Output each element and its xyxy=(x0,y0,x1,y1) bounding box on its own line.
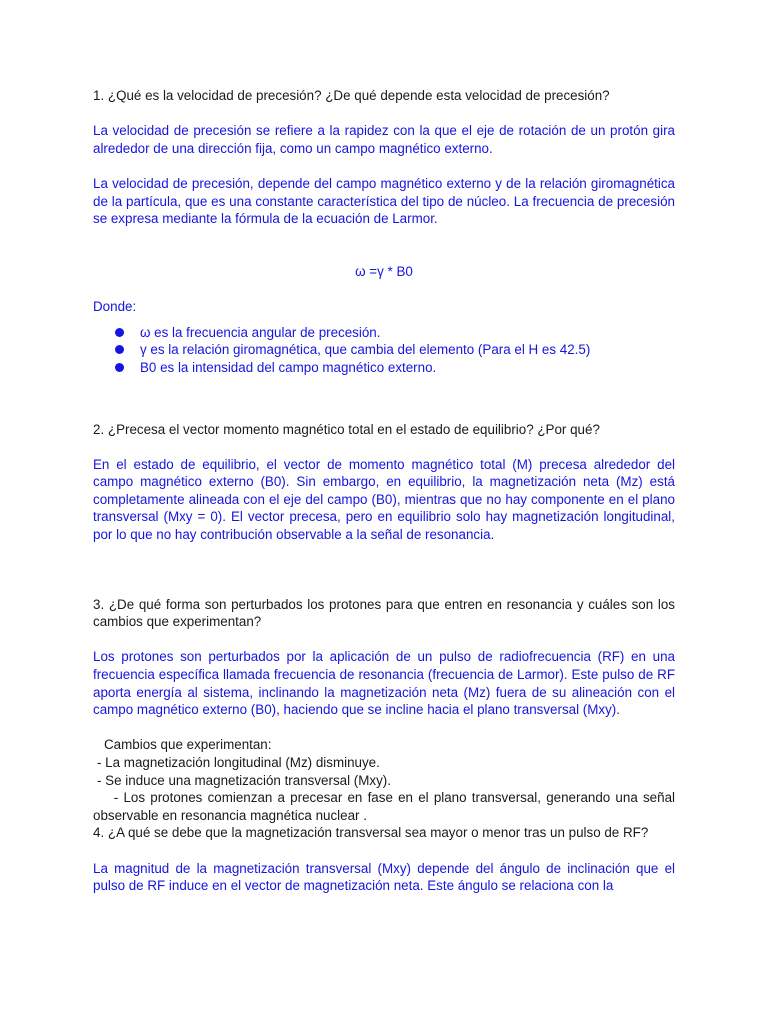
list-item: ω es la frecuencia angular de precesión. xyxy=(93,324,675,342)
donde-label: Donde: xyxy=(93,299,137,315)
change-item: - Se induce una magnetización transversal (Mxy). xyxy=(97,772,391,788)
list-item: γ es la relación giromagnética, que cambia del elemento (Para el H es 42.5) xyxy=(93,341,675,359)
question-3: 3. ¿De qué forma son perturbados los protones para que entren en resonancia y cuáles son los cambios que experimentan? xyxy=(93,596,675,630)
change-item: - Los protones comienzan a precesar en fase en el plano transversal, generando una señal observable en resonancia magnética nuclear . xyxy=(93,790,675,823)
bullet-icon xyxy=(115,345,124,354)
changes-title: Cambios que experimentan: xyxy=(104,737,272,753)
answer-2: En el estado de equilibrio, el vector de momento magnético total (M) precesa alrededor del campo magnético externo (B0). Sin embargo, en equilibrio, la magnetización neta (Mz) está completamente alineada con el eje del campo (B0), mientras que no hay componente en el plano transversal (Mxy = 0). El vector precesa, pero en equilibrio solo hay magnetización longitudinal, por lo que no hay contribución observable a la señal de resonancia. xyxy=(93,456,675,543)
definitions-list xyxy=(93,324,675,377)
answer-1-paragraph-2: La velocidad de precesión, depende del campo magnético externo y de la relación giromagnética de la partícula, que es una constante característica del tipo de núcleo. La frecuencia de precesión se expresa mediante la fórmula de la ecuación de Larmor. xyxy=(93,175,675,227)
question-2: 2. ¿Precesa el vector momento magnético total en el estado de equilibrio? ¿Por qué? xyxy=(93,421,600,437)
answer-1-paragraph-1: La velocidad de precesión se refiere a la rapidez con la que el eje de rotación de un protón gira alrededor de una dirección fija, como un campo magnético externo. xyxy=(93,123,675,156)
question-4: 4. ¿A qué se debe que la magnetización transversal sea mayor o menor tras un pulso de RF? xyxy=(93,825,649,841)
answer-3: Los protones son perturbados por la aplicación de un pulso de radiofrecuencia (RF) en una frecuencia específica llamada frecuencia de resonancia (frecuencia de Larmor). Este pulso de RF aporta energía al sistema, inclinando la magnetización neta (Mz) fuera de su alineación con el campo magnético externo (B0), haciendo que se incline hacia el plano transversal (Mxy). xyxy=(93,649,675,718)
question-1: 1. ¿Qué es la velocidad de precesión? ¿De qué depende esta velocidad de precesión? xyxy=(93,88,610,103)
larmor-formula: ω =γ * B0 xyxy=(355,263,413,279)
list-item: B0 es la intensidad del campo magnético externo. xyxy=(93,359,675,377)
document-page xyxy=(93,87,675,895)
bullet-icon xyxy=(115,363,124,372)
change-item: - La magnetización longitudinal (Mz) disminuye. xyxy=(97,755,380,770)
bullet-icon xyxy=(115,328,124,337)
answer-4: La magnitud de la magnetización transversal (Mxy) depende del ángulo de inclinación que el pulso de RF induce en el vector de magnetización neta. Este ángulo se relaciona con la xyxy=(93,860,675,894)
